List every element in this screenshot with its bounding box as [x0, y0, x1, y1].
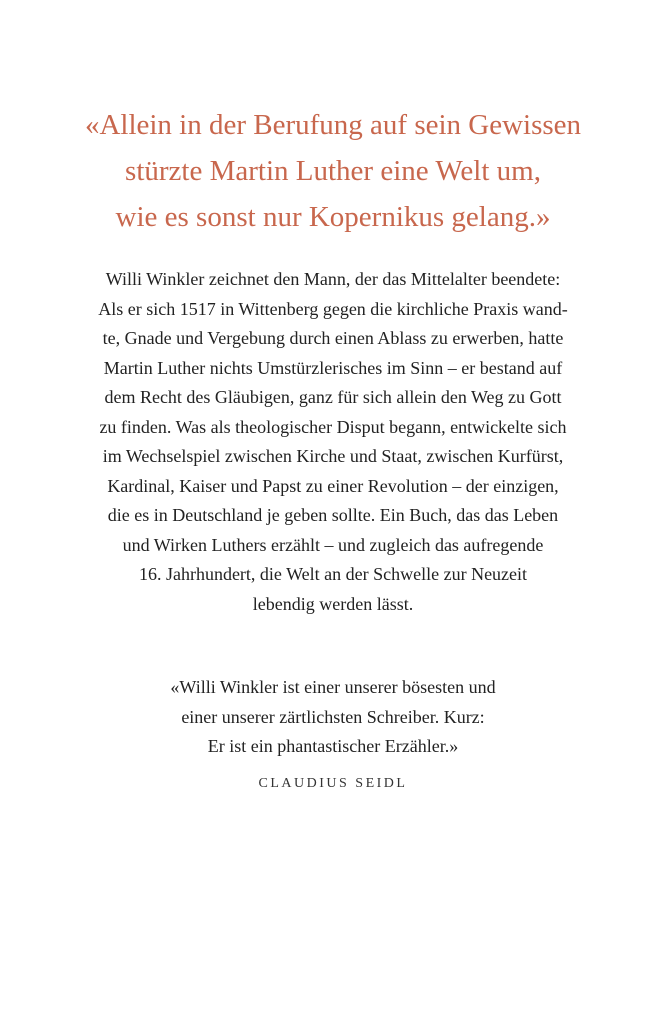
description-line: lebendig werden lässt.: [252, 593, 414, 614]
description-line: Kardinal, Kaiser und Papst zu einer Revolution – der einzigen,: [107, 475, 559, 496]
review-quote-line: einer unserer zärtlichsten Schreiber. Kurz:: [181, 706, 485, 727]
pull-quote: [40, 102, 626, 240]
description-line: im Wechselspiel zwischen Kirche und Staat, zwischen Kurfürst,: [102, 446, 564, 466]
review-quote-line: Er ist ein phantastischer Erzähler.»: [207, 736, 459, 756]
pull-quote-line: «Allein in der Berufung auf sein Gewissen: [84, 109, 582, 141]
description-line: und Wirken Luthers erzählt – und zugleich das aufregende: [122, 534, 544, 555]
book-description: [50, 265, 616, 619]
review-quote: [50, 673, 616, 762]
description-line: dem Recht des Gläubigen, ganz für sich allein den Weg zu Gott: [104, 387, 562, 407]
pull-quote-line: stürzte Martin Luther eine Welt um,: [125, 155, 541, 187]
review-quote-line: «Willi Winkler ist einer unserer bösesten und: [170, 677, 496, 697]
review-author: CLAUDIUS SEIDL: [258, 776, 408, 791]
pull-quote-line: wie es sonst nur Kopernikus gelang.»: [115, 201, 551, 233]
description-line: die es in Deutschland je geben sollte. Ein Buch, das das Leben: [107, 505, 559, 525]
description-line: zu finden. Was als theologischer Disput begann, entwickelte sich: [99, 416, 567, 437]
description-line: Willi Winkler zeichnet den Mann, der das Mittelalter beendete:: [105, 269, 561, 289]
description-line: te, Gnade und Vergebung durch einen Ablass zu erwerben, hatte: [102, 328, 564, 348]
description-line: 16. Jahrhundert, die Welt an der Schwelle zur Neuzeit: [138, 564, 528, 584]
description-line: Martin Luther nichts Umstürzlerisches im Sinn – er bestand auf: [103, 357, 563, 378]
description-line: Als er sich 1517 in Wittenberg gegen die kirchliche Praxis wand-: [98, 298, 568, 319]
